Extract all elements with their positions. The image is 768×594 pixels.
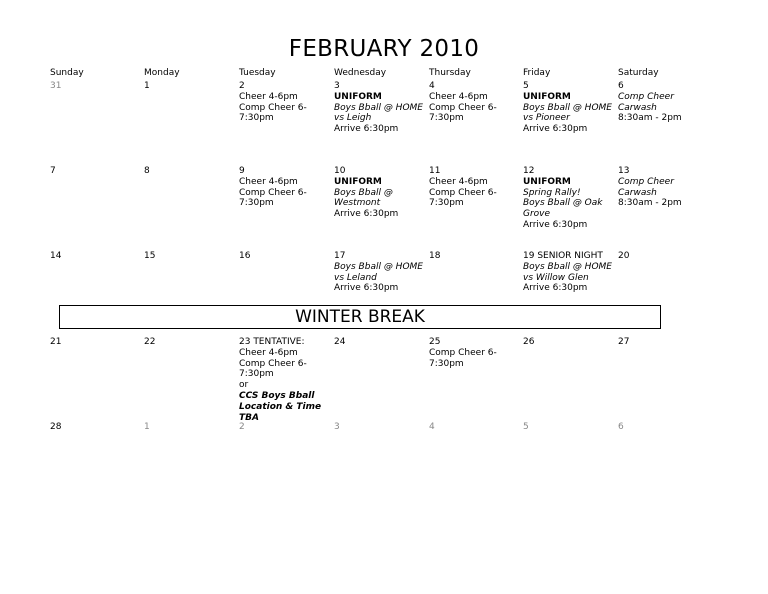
day-cell xyxy=(429,337,521,369)
day-cell xyxy=(523,422,615,433)
day-number: 24 xyxy=(334,337,346,347)
day-of-week-wednesday: Wednesday xyxy=(334,68,387,78)
day-cell xyxy=(334,251,426,294)
event-line: Boys Bball @ HOME vs Pioneer xyxy=(523,102,612,124)
event-line: UNIFORM xyxy=(334,176,382,187)
day-number: 27 xyxy=(618,337,630,347)
event-line: Boys Bball @ HOME vs Leland xyxy=(334,261,423,283)
event-line: Cheer 4-6pm xyxy=(239,176,298,187)
event-line: Comp Cheer 6-7:30pm xyxy=(429,187,497,209)
day-of-week-monday: Monday xyxy=(144,68,180,78)
day-of-week-tuesday: Tuesday xyxy=(239,68,276,78)
day-cell xyxy=(523,81,615,135)
event-line: Arrive 6:30pm xyxy=(334,124,399,135)
day-number: 8 xyxy=(144,166,150,176)
calendar-title: FEBRUARY 2010 xyxy=(288,36,480,62)
event-line: Comp Cheer 6-7:30pm xyxy=(239,102,307,124)
event-line: 8:30am - 2pm xyxy=(618,113,682,124)
day-cell xyxy=(334,337,426,348)
day-cell xyxy=(429,422,521,433)
event-line: Cheer 4-6pm xyxy=(429,91,488,102)
day-number: 2 xyxy=(239,81,245,91)
day-cell xyxy=(618,166,710,209)
day-number: 16 xyxy=(239,251,251,261)
day-cell xyxy=(239,337,331,423)
event-line: Comp Cheer 6-7:30pm xyxy=(239,358,307,380)
day-number: 21 xyxy=(50,337,62,347)
day-number: 6 xyxy=(618,81,624,91)
event-line: UNIFORM xyxy=(523,91,571,102)
day-number: 23 TENTATIVE: xyxy=(239,337,305,347)
day-number: 1 xyxy=(144,422,150,432)
day-number: 14 xyxy=(50,251,62,261)
event-line: Comp Cheer Carwash xyxy=(618,91,674,113)
day-number: 4 xyxy=(429,81,435,91)
event-line: Comp Cheer 6-7:30pm xyxy=(429,347,497,369)
day-number: 6 xyxy=(618,422,624,432)
day-cell xyxy=(50,166,142,177)
day-cell xyxy=(618,251,710,262)
day-number: 4 xyxy=(429,422,435,432)
day-number: 3 xyxy=(334,81,340,91)
day-cell xyxy=(618,81,710,124)
day-number: 18 xyxy=(429,251,441,261)
day-number: 1 xyxy=(144,81,150,91)
day-cell xyxy=(239,166,331,209)
day-number: 10 xyxy=(334,166,346,176)
day-number: 17 xyxy=(334,251,346,261)
day-cell xyxy=(334,166,426,220)
event-line: Arrive 6:30pm xyxy=(334,209,399,220)
day-cell xyxy=(523,337,615,348)
day-number: 11 xyxy=(429,166,441,176)
event-line: Arrive 6:30pm xyxy=(523,124,588,135)
day-number: 7 xyxy=(50,166,56,176)
event-line: Arrive 6:30pm xyxy=(523,283,588,294)
day-number: 28 xyxy=(50,422,62,432)
day-cell xyxy=(523,251,615,294)
event-line: Arrive 6:30pm xyxy=(523,219,588,230)
day-cell xyxy=(429,251,521,262)
event-line: Boys Bball @ Oak Grove xyxy=(523,198,603,220)
day-number: 3 xyxy=(334,422,340,432)
event-line: Comp Cheer 6-7:30pm xyxy=(239,187,307,209)
day-number: 26 xyxy=(523,337,535,347)
day-of-week-thursday: Thursday xyxy=(429,68,471,78)
event-line: Comp Cheer Carwash xyxy=(618,176,674,198)
day-number: 25 xyxy=(429,337,441,347)
day-cell xyxy=(50,81,142,92)
day-number: 22 xyxy=(144,337,156,347)
day-number: 9 xyxy=(239,166,245,176)
event-line: UNIFORM xyxy=(523,176,571,187)
day-cell xyxy=(50,422,142,433)
event-line: 8:30am - 2pm xyxy=(618,198,682,209)
day-of-week-sunday: Sunday xyxy=(50,68,84,78)
event-line: or xyxy=(239,380,249,391)
event-line: Boys Bball @ Westmont xyxy=(334,187,393,209)
event-line: Spring Rally! xyxy=(523,187,581,198)
day-cell xyxy=(429,81,521,124)
event-line: CCS Boys Bball Location & Time TBA xyxy=(239,390,322,423)
event-line: Cheer 4-6pm xyxy=(239,91,298,102)
day-number: 15 xyxy=(144,251,156,261)
day-cell xyxy=(144,337,236,348)
day-number: 31 xyxy=(50,81,62,91)
day-cell xyxy=(144,422,236,433)
day-number: 20 xyxy=(618,251,630,261)
day-number: 13 xyxy=(618,166,630,176)
day-cell xyxy=(239,81,331,124)
day-number: 12 xyxy=(523,166,535,176)
event-line: Comp Cheer 6-7:30pm xyxy=(429,102,497,124)
day-of-week-friday: Friday xyxy=(523,68,551,78)
event-line: Boys Bball @ HOME vs Leigh xyxy=(334,102,423,124)
day-cell xyxy=(144,166,236,177)
event-line: UNIFORM xyxy=(334,91,382,102)
day-cell xyxy=(50,337,142,348)
day-number: 5 xyxy=(523,81,529,91)
day-number: 2 xyxy=(239,422,245,432)
day-number: 19 SENIOR NIGHT xyxy=(523,251,603,261)
day-cell xyxy=(618,337,710,348)
day-cell xyxy=(523,166,615,231)
day-cell xyxy=(618,422,710,433)
event-line: Cheer 4-6pm xyxy=(239,347,298,358)
event-line: Boys Bball @ HOME vs Willow Glen xyxy=(523,261,612,283)
winter-break-banner: WINTER BREAK xyxy=(59,305,661,329)
day-number: 5 xyxy=(523,422,529,432)
day-cell xyxy=(239,251,331,262)
day-of-week-saturday: Saturday xyxy=(618,68,659,78)
day-cell xyxy=(334,422,426,433)
event-line: Arrive 6:30pm xyxy=(334,283,399,294)
day-cell xyxy=(144,81,236,92)
day-cell xyxy=(50,251,142,262)
day-cell xyxy=(144,251,236,262)
day-cell xyxy=(239,422,331,433)
day-cell xyxy=(429,166,521,209)
day-cell xyxy=(334,81,426,135)
event-line: Cheer 4-6pm xyxy=(429,176,488,187)
